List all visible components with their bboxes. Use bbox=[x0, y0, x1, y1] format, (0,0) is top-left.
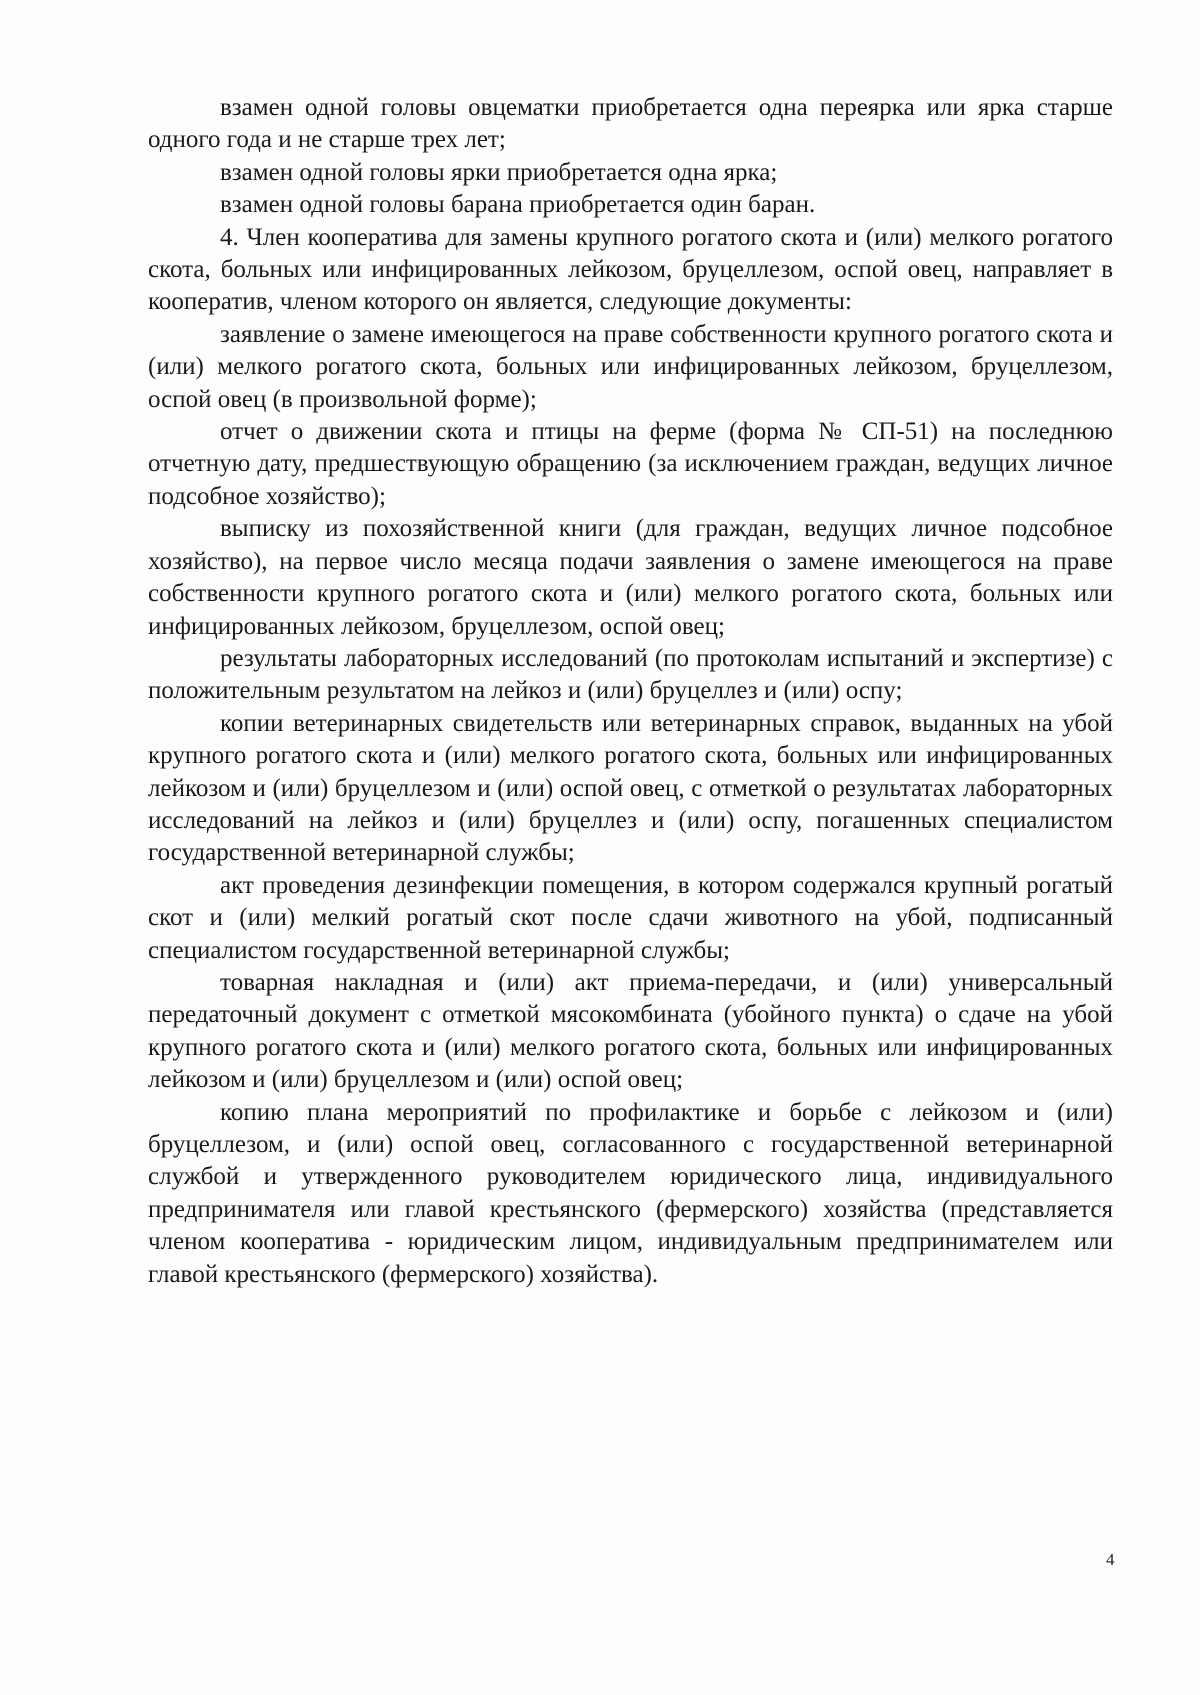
paragraph-application: заявление о замене имеющегося на праве собственности крупного рогатого скота и (или) мелкого рогатого скота, больных или инфицированных лейкозом, бруцеллезом, оспой овец (в произвольной форме); bbox=[148, 320, 1113, 413]
page-number: 4 bbox=[1106, 1550, 1115, 1569]
paragraph-prevention-plan: копию плана мероприятий по профилактике и борьбе с лейкозом и (или) бруцеллезом, и (или) оспой овец, согласованного с государственной ветеринарной службой и утвержденного руководителем юридического лица, индивидуального предпринимателя или главой крестьянского (фермерского) хозяйства (представляется членом кооператива - юридическим лицом, индивидуальным предпринимателем или главой крестьянского (фермерского) хозяйства). bbox=[148, 1098, 1113, 1288]
document-body bbox=[148, 92, 1113, 1291]
paragraph-ewe-replacement: взамен одной головы овцематки приобретается одна переярка или ярка старше одного года и не старше трех лет; bbox=[148, 94, 1113, 154]
paragraph-waybill: товарная накладная и (или) акт приема-передачи, и (или) универсальный передаточный документ с отметкой мясокомбината (убойного пункта) о сдаче на убой крупного рогатого скота и (или) мелкого рогатого скота, больных или инфицированных лейкозом и (или) бруцеллезом и (или) оспой овец; bbox=[148, 968, 1113, 1094]
paragraph-ram-replacement: взамен одной головы барана приобретается один баран. bbox=[220, 191, 816, 219]
paragraph-disinfection-act: акт проведения дезинфекции помещения, в котором содержался крупный рогатый скот и (или) мелкий рогатый скот после сдачи животного на убой, подписанный специалистом государственной ветеринарной службы; bbox=[148, 871, 1113, 964]
paragraph-item-4: 4. Член кооператива для замены крупного рогатого скота и (или) мелкого рогатого скота, больных или инфицированных лейкозом, бруцеллезом, оспой овец, направляет в кооператив, членом которого он является, следующие документы: bbox=[148, 223, 1113, 316]
paragraph-vet-certificates: копии ветеринарных свидетельств или ветеринарных справок, выданных на убой крупного рогатого скота и (или) мелкого рогатого скота, больных или инфицированных лейкозом и (или) бруцеллезом и (или) оспой овец, с отметкой о результатах лабораторных исследований на лейкоз и (или) бруцеллез и (или) оспу, погашенных специалистом государственной ветеринарной службы; bbox=[148, 709, 1113, 867]
paragraph-household-book-extract: выписку из похозяйственной книги (для граждан, ведущих личное подсобное хозяйство), на первое число месяца подачи заявления о замене имеющегося на праве собственности крупного рогатого скота и (или) мелкого рогатого скота, больных или инфицированных лейкозом, бруцеллезом, оспой овец; bbox=[148, 515, 1113, 640]
paragraph-yarka-replacement: взамен одной головы ярки приобретается одна ярка; bbox=[220, 158, 778, 186]
paragraph-lab-results: результаты лабораторных исследований (по протоколам испытаний и экспертизе) с положительным результатом на лейкоз и (или) бруцеллез и (или) оспу; bbox=[148, 644, 1113, 705]
paragraph-report-sp51: отчет о движении скота и птицы на ферме (форма № СП-51) на последнюю отчетную дату, предшествующую обращению (за исключением граждан, ведущих личное подсобное хозяйство); bbox=[148, 418, 1113, 510]
